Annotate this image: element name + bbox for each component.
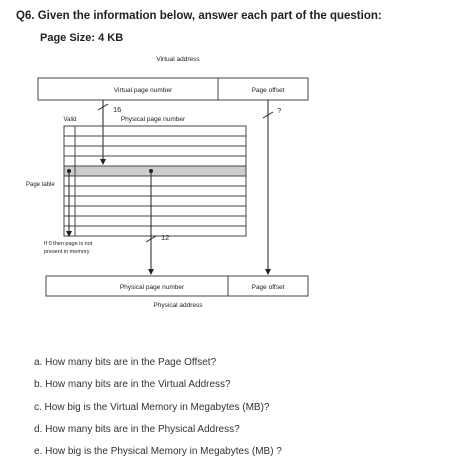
question-part-a: a. How many bits are in the Page Offset?	[34, 357, 217, 368]
virtual-page-number-label: Virtual page number	[113, 87, 173, 94]
not-present-note-line2: present in memory	[44, 249, 90, 255]
page-table-label: Page table	[26, 182, 55, 188]
virtual-address-label: Virtual address	[156, 56, 200, 63]
question-heading: Q6. Given the information below, answer each part of the question:	[16, 10, 382, 22]
offset-bits-label: ?	[277, 106, 282, 115]
page-table	[64, 126, 246, 236]
not-present-note-line1: If 0 then page is not	[44, 241, 93, 247]
vpn-bits-label: 16	[113, 105, 122, 114]
physical-page-number-label: Physical page number	[119, 284, 185, 291]
page-offset-label-bottom: Page offset	[251, 284, 285, 291]
page-table-frame	[64, 126, 246, 236]
page-table-rows	[64, 136, 246, 226]
physical-page-number-header: Physical page number	[120, 116, 186, 123]
question-part-b: b. How many bits are in the Virtual Address?	[34, 379, 231, 390]
question-part-e: e. How big is the Physical Memory in Megabytes (MB) ?	[34, 446, 282, 457]
ppn-bits-label: 12	[161, 233, 170, 242]
question-part-d: d. How many bits are in the Physical Address?	[34, 424, 240, 435]
physical-address-label: Physical address	[153, 302, 203, 309]
valid-label: Valid	[63, 117, 77, 123]
highlighted-row	[64, 166, 246, 176]
page-size-label: Page Size: 4 KB	[40, 32, 124, 44]
question-part-c: c. How big is the Virtual Memory in Megabytes (MB)?	[34, 402, 270, 413]
page-offset-label-top: Page offset	[251, 87, 285, 94]
